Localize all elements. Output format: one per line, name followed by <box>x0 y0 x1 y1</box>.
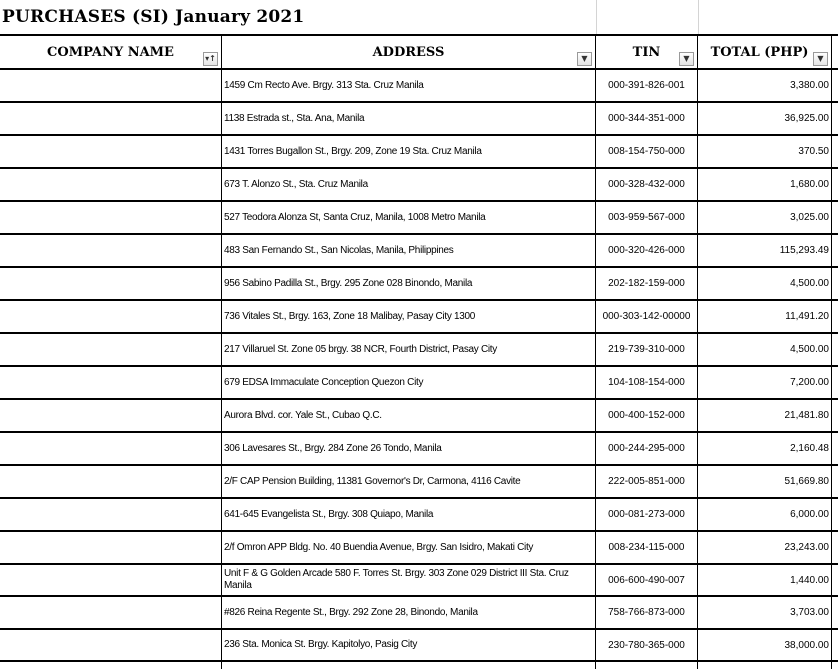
company-cell[interactable] <box>0 466 222 497</box>
company-cell[interactable] <box>0 136 222 167</box>
tin-cell[interactable]: 230-780-365-000 <box>596 630 698 660</box>
tin-cell[interactable]: 006-600-490-007 <box>596 565 698 595</box>
company-cell[interactable] <box>0 169 222 200</box>
address-cell[interactable]: 641-645 Evangelista St., Brgy. 308 Quiapo, Manila <box>222 499 596 530</box>
gridline <box>698 0 699 34</box>
filter-applied-button[interactable] <box>813 52 828 66</box>
tin-cell[interactable]: 000-320-426-000 <box>596 235 698 266</box>
company-cell[interactable] <box>0 565 222 595</box>
company-cell[interactable] <box>0 400 222 431</box>
total-cell[interactable]: 38,000.00 <box>698 630 832 660</box>
company-cell[interactable] <box>0 268 222 299</box>
total-cell[interactable]: 21,481.80 <box>698 400 832 431</box>
total-cell[interactable]: 3,025.00 <box>698 202 832 233</box>
table-row[interactable] <box>0 400 838 433</box>
header-company-name[interactable] <box>0 36 222 68</box>
sheet-title: PURCHASES (SI) January 2021 <box>2 7 305 27</box>
company-cell[interactable] <box>0 499 222 530</box>
tin-cell[interactable]: 000-328-432-000 <box>596 169 698 200</box>
table-row[interactable] <box>0 499 838 532</box>
tin-cell[interactable]: 104-108-154-000 <box>596 367 698 398</box>
company-cell[interactable] <box>0 630 222 660</box>
tin-cell[interactable]: 000-344-351-000 <box>596 103 698 134</box>
total-cell[interactable]: 3,703.00 <box>698 597 832 628</box>
sort-filter-button[interactable] <box>203 52 218 66</box>
table-row[interactable] <box>0 268 838 301</box>
company-cell[interactable] <box>0 301 222 332</box>
dropdown-icon: ▼ <box>683 54 690 63</box>
total-cell[interactable]: 11,491.20 <box>698 301 832 332</box>
tin-cell[interactable]: 000-303-142-00000 <box>596 301 698 332</box>
total-cell[interactable]: 51,669.80 <box>698 466 832 497</box>
header-label: TOTAL (PHP) <box>710 45 809 60</box>
total-cell[interactable]: 3,380.00 <box>698 70 832 101</box>
table-row[interactable] <box>0 630 838 662</box>
company-cell[interactable] <box>0 532 222 563</box>
company-cell[interactable] <box>0 334 222 365</box>
tin-cell[interactable]: 003-959-567-000 <box>596 202 698 233</box>
header-address[interactable] <box>222 36 596 68</box>
tin-cell[interactable]: 008-234-115-000 <box>596 532 698 563</box>
address-cell[interactable]: 1138 Estrada st., Sta. Ana, Manila <box>222 103 596 134</box>
address-cell[interactable]: 673 T. Alonzo St., Sta. Cruz Manila <box>222 169 596 200</box>
total-cell[interactable]: 6,000.00 <box>698 499 832 530</box>
tin-cell[interactable]: 000-400-152-000 <box>596 400 698 431</box>
company-cell[interactable] <box>0 597 222 628</box>
header-tin[interactable] <box>596 36 698 68</box>
address-cell[interactable]: 1459 Cm Recto Ave. Brgy. 313 Sta. Cruz Manila <box>222 70 596 101</box>
total-cell[interactable]: 1,680.00 <box>698 169 832 200</box>
gridline <box>595 662 596 669</box>
column-header-row <box>0 36 838 70</box>
total-cell[interactable]: 370.50 <box>698 136 832 167</box>
table-row[interactable] <box>0 466 838 499</box>
gridline <box>221 662 222 669</box>
address-cell[interactable]: 236 Sta. Monica St. Brgy. Kapitolyo, Pasig City <box>222 630 596 660</box>
total-cell[interactable]: 4,500.00 <box>698 334 832 365</box>
company-cell[interactable] <box>0 433 222 464</box>
tin-cell[interactable]: 008-154-750-000 <box>596 136 698 167</box>
tin-cell[interactable]: 202-182-159-000 <box>596 268 698 299</box>
table-row[interactable] <box>0 136 838 169</box>
total-cell[interactable]: 23,243.00 <box>698 532 832 563</box>
tin-cell[interactable]: 000-081-273-000 <box>596 499 698 530</box>
total-cell[interactable]: 7,200.00 <box>698 367 832 398</box>
total-cell[interactable]: 2,160.48 <box>698 433 832 464</box>
gridline <box>596 0 597 34</box>
address-cell[interactable]: 736 Vitales St., Brgy. 163, Zone 18 Malibay, Pasay City 1300 <box>222 301 596 332</box>
header-label: ADDRESS <box>372 45 445 60</box>
total-cell[interactable]: 4,500.00 <box>698 268 832 299</box>
address-cell[interactable]: #826 Reina Regente St., Brgy. 292 Zone 28, Binondo, Manila <box>222 597 596 628</box>
header-label: TIN <box>632 45 661 60</box>
filter-applied-icon: ▼ <box>817 54 824 63</box>
tin-cell[interactable]: 219-739-310-000 <box>596 334 698 365</box>
tin-cell[interactable]: 758-766-873-000 <box>596 597 698 628</box>
header-label: COMPANY NAME <box>47 45 174 60</box>
table-row[interactable] <box>0 433 838 466</box>
gridline <box>831 662 832 669</box>
tin-cell[interactable]: 222-005-851-000 <box>596 466 698 497</box>
address-cell[interactable]: 306 Lavesares St., Brgy. 284 Zone 26 Tondo, Manila <box>222 433 596 464</box>
total-cell[interactable]: 1,440.00 <box>698 565 832 595</box>
table-row[interactable] <box>0 235 838 268</box>
table-row[interactable] <box>0 169 838 202</box>
company-cell[interactable] <box>0 367 222 398</box>
gridline <box>697 662 698 669</box>
company-cell[interactable] <box>0 70 222 101</box>
title-row[interactable] <box>0 0 838 36</box>
company-cell[interactable] <box>0 103 222 134</box>
tin-cell[interactable]: 000-244-295-000 <box>596 433 698 464</box>
table-row[interactable] <box>0 367 838 400</box>
filter-dropdown-button[interactable] <box>577 52 592 66</box>
address-cell[interactable]: 483 San Fernando St., San Nicolas, Manila, Philippines <box>222 235 596 266</box>
address-cell[interactable]: 2/F CAP Pension Building, 11381 Governor's Dr, Carmona, 4116 Cavite <box>222 466 596 497</box>
address-cell[interactable]: 217 Villaruel St. Zone 05 brgy. 38 NCR, Fourth District, Pasay City <box>222 334 596 365</box>
table-row[interactable] <box>0 334 838 367</box>
address-cell[interactable]: Unit F & G Golden Arcade 580 F. Torres St. Brgy. 303 Zone 029 District III Sta. Cruz Manila <box>222 565 596 595</box>
address-cell[interactable]: 527 Teodora Alonza St, Santa Cruz, Manila, 1008 Metro Manila <box>222 202 596 233</box>
filter-dropdown-button[interactable] <box>679 52 694 66</box>
total-cell[interactable]: 36,925.00 <box>698 103 832 134</box>
address-cell[interactable]: 679 EDSA Immaculate Conception Quezon City <box>222 367 596 398</box>
address-cell[interactable]: 2/f Omron APP Bldg. No. 40 Buendia Avenue, Brgy. San Isidro, Makati City <box>222 532 596 563</box>
address-cell[interactable]: 956 Sabino Padilla St., Brgy. 295 Zone 028 Binondo, Manila <box>222 268 596 299</box>
table-row[interactable] <box>0 103 838 136</box>
table-row[interactable] <box>0 202 838 235</box>
sort-asc-icon: ▾↑ <box>205 54 216 63</box>
table-row[interactable] <box>0 597 838 630</box>
tin-cell[interactable]: 000-391-826-001 <box>596 70 698 101</box>
table-row[interactable] <box>0 565 838 597</box>
table-body <box>0 70 838 662</box>
total-cell[interactable]: 115,293.49 <box>698 235 832 266</box>
header-total[interactable] <box>698 36 832 68</box>
partial-row <box>0 662 838 669</box>
table-row[interactable] <box>0 301 838 334</box>
company-cell[interactable] <box>0 202 222 233</box>
address-cell[interactable]: Aurora Blvd. cor. Yale St., Cubao Q.C. <box>222 400 596 431</box>
table-row[interactable] <box>0 70 838 103</box>
address-cell[interactable]: 1431 Torres Bugallon St., Brgy. 209, Zone 19 Sta. Cruz Manila <box>222 136 596 167</box>
dropdown-icon: ▼ <box>581 54 588 63</box>
table-row[interactable] <box>0 532 838 565</box>
company-cell[interactable] <box>0 235 222 266</box>
